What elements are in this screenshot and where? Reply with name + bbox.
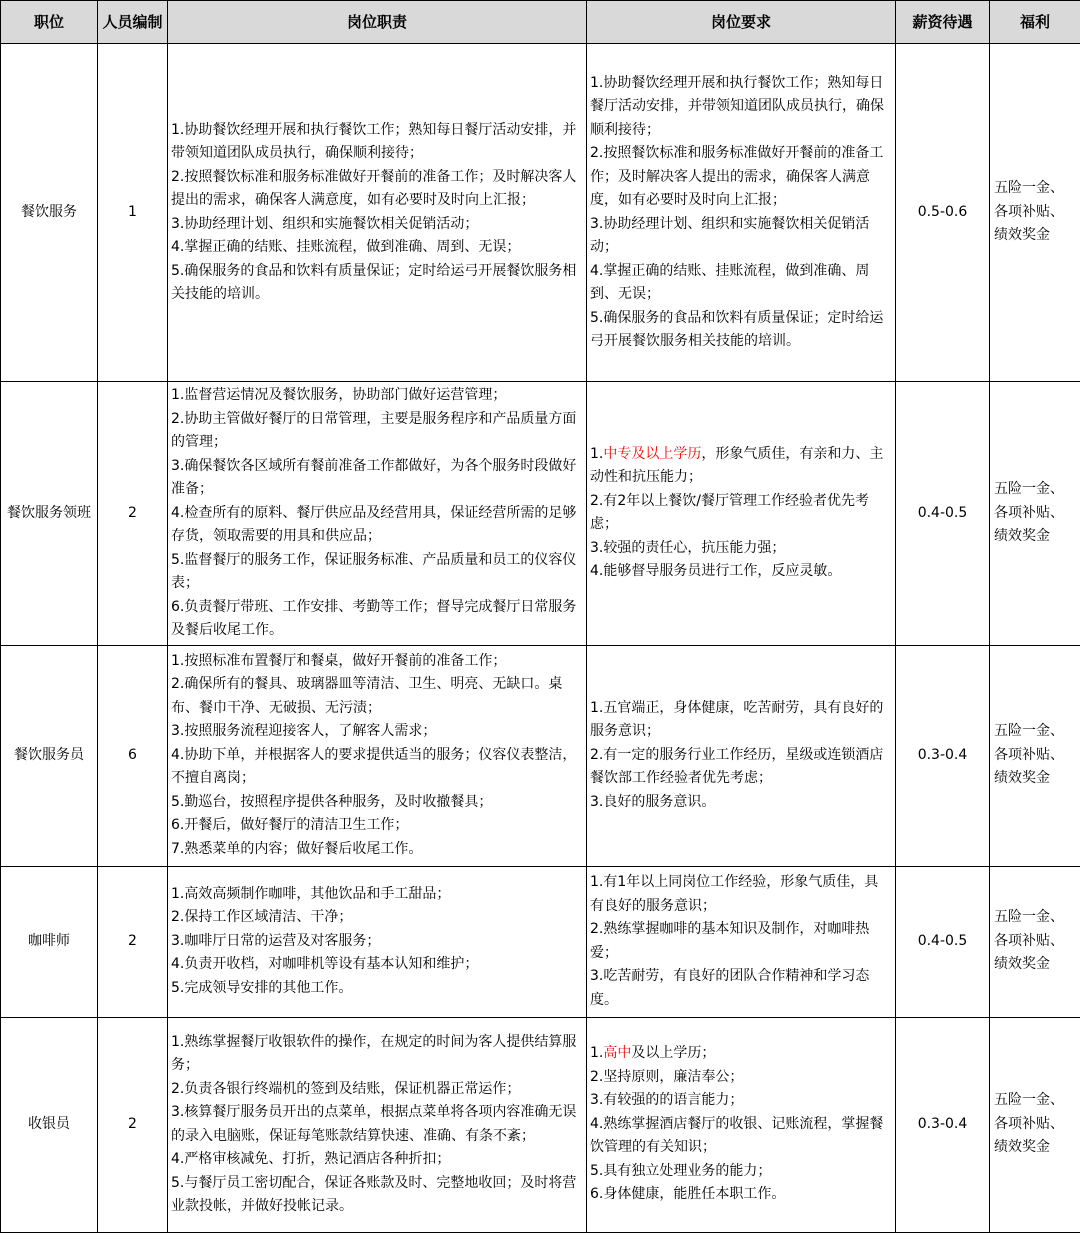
duty-item: 6.开餐后，做好餐厅的清洁卫生工作； xyxy=(171,817,409,834)
requirement-item: 5.确保服务的食品和饮料有质量保证；定时给运弓开展餐饮服务相关技能的培训。 xyxy=(590,309,884,349)
header-position: 职位 xyxy=(1,1,98,44)
requirement-item: 2.有2年以上餐饮/餐厅管理工作经验者优先考虑； xyxy=(590,492,869,533)
requirement-item: 3.吃苦耐劳，有良好的团队合作精神和学习态度。 xyxy=(590,968,870,1008)
requirements-cell xyxy=(587,1017,896,1232)
duty-item: 1.熟练掌握餐厅收银软件的操作，在规定的时间为客人提供结算服务； xyxy=(171,1033,577,1073)
duty-item: 5.监督餐厅的服务工作，保证服务标准、产品质量和员工的仪容仪表； xyxy=(171,551,577,591)
table-header xyxy=(1,1,1080,44)
duty-item: 3.咖啡厅日常的运营及对客服务； xyxy=(171,932,381,949)
requirement-item: 2.有一定的服务行业工作经历，星级或连锁酒店餐饮部工作经验者优先考虑； xyxy=(590,746,884,787)
headcount-cell: 1 xyxy=(98,44,168,382)
header-headcount: 人员编制 xyxy=(98,1,168,44)
duty-item: 2.确保所有的餐具、玻璃器皿等清洁、卫生、明亮、无缺口。桌布、餐巾干净、无破损、无污渍； xyxy=(171,676,563,716)
duties-cell xyxy=(168,1017,587,1232)
duty-item: 2.负责各银行终端机的签到及结账，保证机器正常运作； xyxy=(171,1080,521,1097)
requirements-cell xyxy=(587,645,896,866)
table-row xyxy=(1,44,1080,382)
requirements-cell xyxy=(587,382,896,646)
requirement-item: 1.中专及以上学历，形象气质佳，有亲和力、主动性和抗压能力； xyxy=(590,445,884,486)
benefits-cell: 五险一金、各项补贴、绩效奖金 xyxy=(990,645,1080,866)
benefits-cell: 五险一金、各项补贴、绩效奖金 xyxy=(990,866,1080,1017)
requirement-item: 1.五官端正，身体健康，吃苦耐劳，具有良好的服务意识； xyxy=(590,699,884,740)
salary-cell: 0.3-0.4 xyxy=(896,645,990,866)
duty-item: 6.负责餐厅带班、工作安排、考勤等工作；督导完成餐厅日常服务及餐后收尾工作。 xyxy=(171,598,577,638)
headcount-cell: 6 xyxy=(98,645,168,866)
position-cell: 收银员 xyxy=(1,1017,98,1232)
table-row xyxy=(1,1017,1080,1232)
duty-item: 4.协助下单，并根据客人的要求提供适当的服务；仪容仪表整洁，不擅自离岗； xyxy=(171,746,577,787)
highlighted-requirement: 中专及以上学历 xyxy=(603,445,702,462)
duty-item: 3.确保餐饮各区域所有餐前准备工作都做好，为各个服务时段做好准备； xyxy=(171,457,577,497)
duty-item: 2.按照餐饮标准和服务标准做好开餐前的准备工作；及时解决客人提出的需求，确保客人满意度，如有必要时及时向上汇报； xyxy=(171,168,577,208)
header-salary: 薪资待遇 xyxy=(896,1,990,44)
requirement-item: 5.具有独立处理业务的能力； xyxy=(590,1162,772,1179)
salary-cell: 0.3-0.4 xyxy=(896,1017,990,1232)
duty-item: 3.协助经理计划、组织和实施餐饮相关促销活动； xyxy=(171,215,479,232)
duties-cell xyxy=(168,645,587,866)
headcount-cell: 2 xyxy=(98,866,168,1017)
requirement-item: 4.熟练掌握酒店餐厅的收银、记账流程，掌握餐饮管理的有关知识； xyxy=(590,1115,884,1156)
duties-cell xyxy=(168,866,587,1017)
header-row xyxy=(1,1,1080,44)
header-requirements: 岗位要求 xyxy=(587,1,896,44)
position-cell: 咖啡师 xyxy=(1,866,98,1017)
duty-item: 7.熟悉菜单的内容；做好餐后收尾工作。 xyxy=(171,840,423,857)
requirements-cell xyxy=(587,866,896,1017)
requirement-item: 2.熟练掌握咖啡的基本知识及制作，对咖啡热爱； xyxy=(590,921,870,961)
requirement-item: 1.协助餐饮经理开展和执行餐饮工作；熟知每日餐厅活动安排，并带领知道团队成员执行，确保顺利接待； xyxy=(590,74,884,138)
benefits-cell: 五险一金、各项补贴、绩效奖金 xyxy=(990,382,1080,646)
duty-item: 1.高效高频制作咖啡，其他饮品和手工甜品； xyxy=(171,885,451,902)
table-body xyxy=(1,44,1080,1233)
header-benefits: 福利 xyxy=(990,1,1080,44)
salary-cell: 0.5-0.6 xyxy=(896,44,990,382)
headcount-cell: 2 xyxy=(98,1017,168,1232)
duty-item: 2.保持工作区域清洁、干净； xyxy=(171,909,353,926)
table-row xyxy=(1,382,1080,646)
salary-cell: 0.4-0.5 xyxy=(896,382,990,646)
duties-cell xyxy=(168,382,587,646)
table-row xyxy=(1,645,1080,866)
duty-item: 3.核算餐厅服务员开出的点菜单，根据点菜单将各项内容准确无误的录入电脑账，保证每笔账款结算快速、准确、有条不紊； xyxy=(171,1104,577,1144)
requirement-item: 3.有较强的的语言能力； xyxy=(590,1092,744,1109)
requirement-item: 6.身体健康，能胜任本职工作。 xyxy=(590,1186,786,1203)
duty-item: 1.协助餐饮经理开展和执行餐饮工作；熟知每日餐厅活动安排，并带领知道团队成员执行，确保顺利接待； xyxy=(171,121,577,161)
duty-item: 1.监督营运情况及餐饮服务，协助部门做好运营管理； xyxy=(171,387,507,403)
requirement-item: 2.坚持原则，廉洁奉公； xyxy=(590,1068,744,1085)
requirement-item: 4.掌握正确的结账、挂账流程，做到准确、周到、无误； xyxy=(590,262,870,302)
duty-item: 3.按照服务流程迎接客人，了解客人需求； xyxy=(171,723,437,740)
header-duties: 岗位职责 xyxy=(168,1,587,44)
duty-item: 2.协助主管做好餐厅的日常管理，主要是服务程序和产品质量方面的管理； xyxy=(171,410,577,450)
duty-item: 1.按照标准布置餐厅和餐桌，做好开餐前的准备工作； xyxy=(171,652,507,669)
headcount-cell: 2 xyxy=(98,382,168,646)
benefits-cell: 五险一金、各项补贴、绩效奖金 xyxy=(990,1017,1080,1232)
requirement-item: 1.高中及以上学历； xyxy=(590,1045,716,1062)
position-cell: 餐饮服务 xyxy=(1,44,98,382)
requirement-item: 2.按照餐饮标准和服务标准做好开餐前的准备工作；及时解决客人提出的需求，确保客人满意度，如有必要时及时向上汇报； xyxy=(590,145,884,208)
requirement-item: 1.有1年以上同岗位工作经验，形象气质佳，具有良好的服务意识； xyxy=(590,874,879,914)
duty-item: 4.检查所有的原料、餐厅供应品及经营用具，保证经营所需的足够存货，领取需要的用具和供应品； xyxy=(171,504,577,544)
requirement-item: 4.能够督导服务员进行工作，反应灵敏。 xyxy=(590,563,842,580)
requirement-item: 3.良好的服务意识。 xyxy=(590,793,716,810)
duty-item: 5.与餐厅员工密切配合，保证各账款及时、完整地收回；及时将营业款投帐，并做好投帐记录。 xyxy=(171,1174,577,1214)
highlighted-requirement: 高中 xyxy=(603,1045,632,1062)
position-cell: 餐饮服务员 xyxy=(1,645,98,866)
duty-item: 4.负责开收档，对咖啡机等设有基本认知和维护； xyxy=(171,956,479,973)
salary-cell: 0.4-0.5 xyxy=(896,866,990,1017)
duty-item: 5.完成领导安排的其他工作。 xyxy=(171,979,353,996)
table-row xyxy=(1,866,1080,1017)
requirement-item: 3.较强的责任心，抗压能力强； xyxy=(590,539,786,556)
benefits-cell: 五险一金、各项补贴、绩效奖金 xyxy=(990,44,1080,382)
duty-item: 4.严格审核减免、打折，熟记酒店各种折扣； xyxy=(171,1151,451,1167)
position-cell: 餐饮服务领班 xyxy=(1,382,98,646)
duty-item: 5.勤巡台，按照程序提供各种服务，及时收撤餐具； xyxy=(171,793,493,810)
duty-item: 4.掌握正确的结账、挂账流程，做到准确、周到、无误； xyxy=(171,239,521,255)
requirement-item: 3.协助经理计划、组织和实施餐饮相关促销活动； xyxy=(590,215,870,255)
duty-item: 5.确保服务的食品和饮料有质量保证；定时给运弓开展餐饮服务相关技能的培训。 xyxy=(171,262,577,302)
duties-cell xyxy=(168,44,587,382)
requirements-cell xyxy=(587,44,896,382)
